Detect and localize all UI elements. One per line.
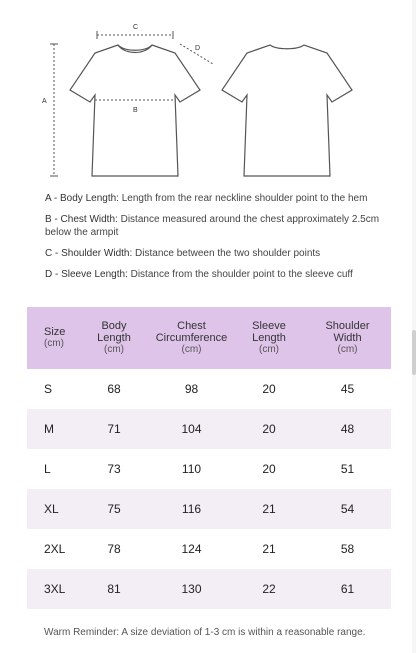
- header-unit: (cm): [181, 344, 202, 355]
- shoulder-cell: 58: [340, 542, 355, 556]
- body-length-cell: 71: [107, 422, 121, 436]
- header-chest-circumference: [149, 320, 234, 356]
- chest-cell: 110: [181, 462, 202, 476]
- chest-cell: 104: [181, 422, 202, 436]
- table-row: [27, 369, 391, 409]
- size-cell: M: [44, 422, 54, 436]
- shoulder-cell: 61: [340, 582, 355, 596]
- header-body-length: [79, 320, 149, 356]
- header-unit: (cm): [104, 344, 124, 355]
- chest-cell: 124: [181, 542, 202, 556]
- sleeve-cell: 22: [262, 582, 276, 596]
- table-header: [27, 307, 391, 369]
- definition-a: [45, 192, 395, 205]
- table-row: [27, 449, 391, 489]
- label-b: B: [133, 107, 138, 114]
- chest-cell: 98: [184, 382, 199, 396]
- header-unit: (cm): [44, 338, 64, 349]
- size-cell: L: [44, 462, 51, 476]
- chest-cell: 130: [181, 582, 202, 596]
- body-length-cell: 75: [107, 502, 121, 516]
- shoulder-cell: 48: [340, 422, 355, 436]
- definition-text: Length from the rear neckline shoulder point to the hem: [121, 193, 368, 204]
- sleeve-cell: 20: [262, 382, 276, 396]
- definition-b: [45, 213, 395, 239]
- definition-text: Distance from the shoulder point to the sleeve cuff: [130, 269, 353, 280]
- header-name: Sleeve Length: [252, 320, 286, 344]
- header-name: Shoulder Width: [325, 320, 370, 344]
- table-row: [27, 489, 391, 529]
- body-length-cell: 81: [107, 582, 121, 596]
- definition-key: A - Body Length:: [45, 193, 119, 204]
- sleeve-cell: 21: [262, 502, 276, 516]
- body-length-cell: 73: [107, 462, 121, 476]
- header-name: Size: [44, 326, 66, 338]
- table-row: [27, 529, 391, 569]
- table-row: [27, 409, 391, 449]
- tshirt-diagram: [0, 0, 416, 185]
- scrollbar-thumb[interactable]: [412, 330, 416, 375]
- size-cell: 2XL: [44, 542, 66, 556]
- size-cell: XL: [44, 502, 59, 516]
- definition-d: [45, 268, 395, 281]
- sleeve-cell: 20: [262, 422, 276, 436]
- header-shoulder-width: [304, 320, 391, 356]
- scrollbar[interactable]: [412, 0, 416, 653]
- shoulder-cell: 54: [340, 502, 355, 516]
- header-name: Chest Circumference: [155, 320, 228, 344]
- size-chart-table: [27, 307, 391, 609]
- back-tshirt-outline: [222, 45, 352, 176]
- header-sleeve-length: [234, 320, 304, 356]
- definition-key: D - Sleeve Length:: [45, 269, 128, 280]
- body-length-cell: 78: [107, 542, 121, 556]
- sleeve-cell: 21: [262, 542, 276, 556]
- definition-c: [45, 247, 395, 260]
- size-cell: 3XL: [44, 582, 66, 596]
- header-size: [27, 326, 79, 350]
- definition-key: C - Shoulder Width:: [45, 248, 133, 259]
- body-length-cell: 68: [107, 382, 121, 396]
- header-unit: (cm): [259, 344, 279, 355]
- definition-text: Distance measured around the chest approximately 2.5cm below the armpit: [45, 214, 380, 238]
- label-c: C: [133, 24, 139, 31]
- chest-cell: 116: [181, 502, 202, 516]
- label-d: D: [195, 45, 201, 52]
- warm-reminder: Warm Reminder: A size deviation of 1-3 cm is within a reasonable range.: [44, 627, 366, 638]
- measurement-definitions: [45, 192, 395, 289]
- size-cell: S: [44, 382, 53, 396]
- table-row: [27, 569, 391, 609]
- shoulder-cell: 51: [340, 462, 355, 476]
- header-unit: (cm): [337, 344, 358, 355]
- label-a: A: [42, 98, 47, 105]
- shoulder-cell: 45: [340, 382, 355, 396]
- definition-key: B - Chest Width:: [45, 214, 118, 225]
- definition-text: Distance between the two shoulder points: [135, 248, 321, 259]
- sleeve-cell: 20: [262, 462, 276, 476]
- header-name: Body Length: [97, 320, 131, 344]
